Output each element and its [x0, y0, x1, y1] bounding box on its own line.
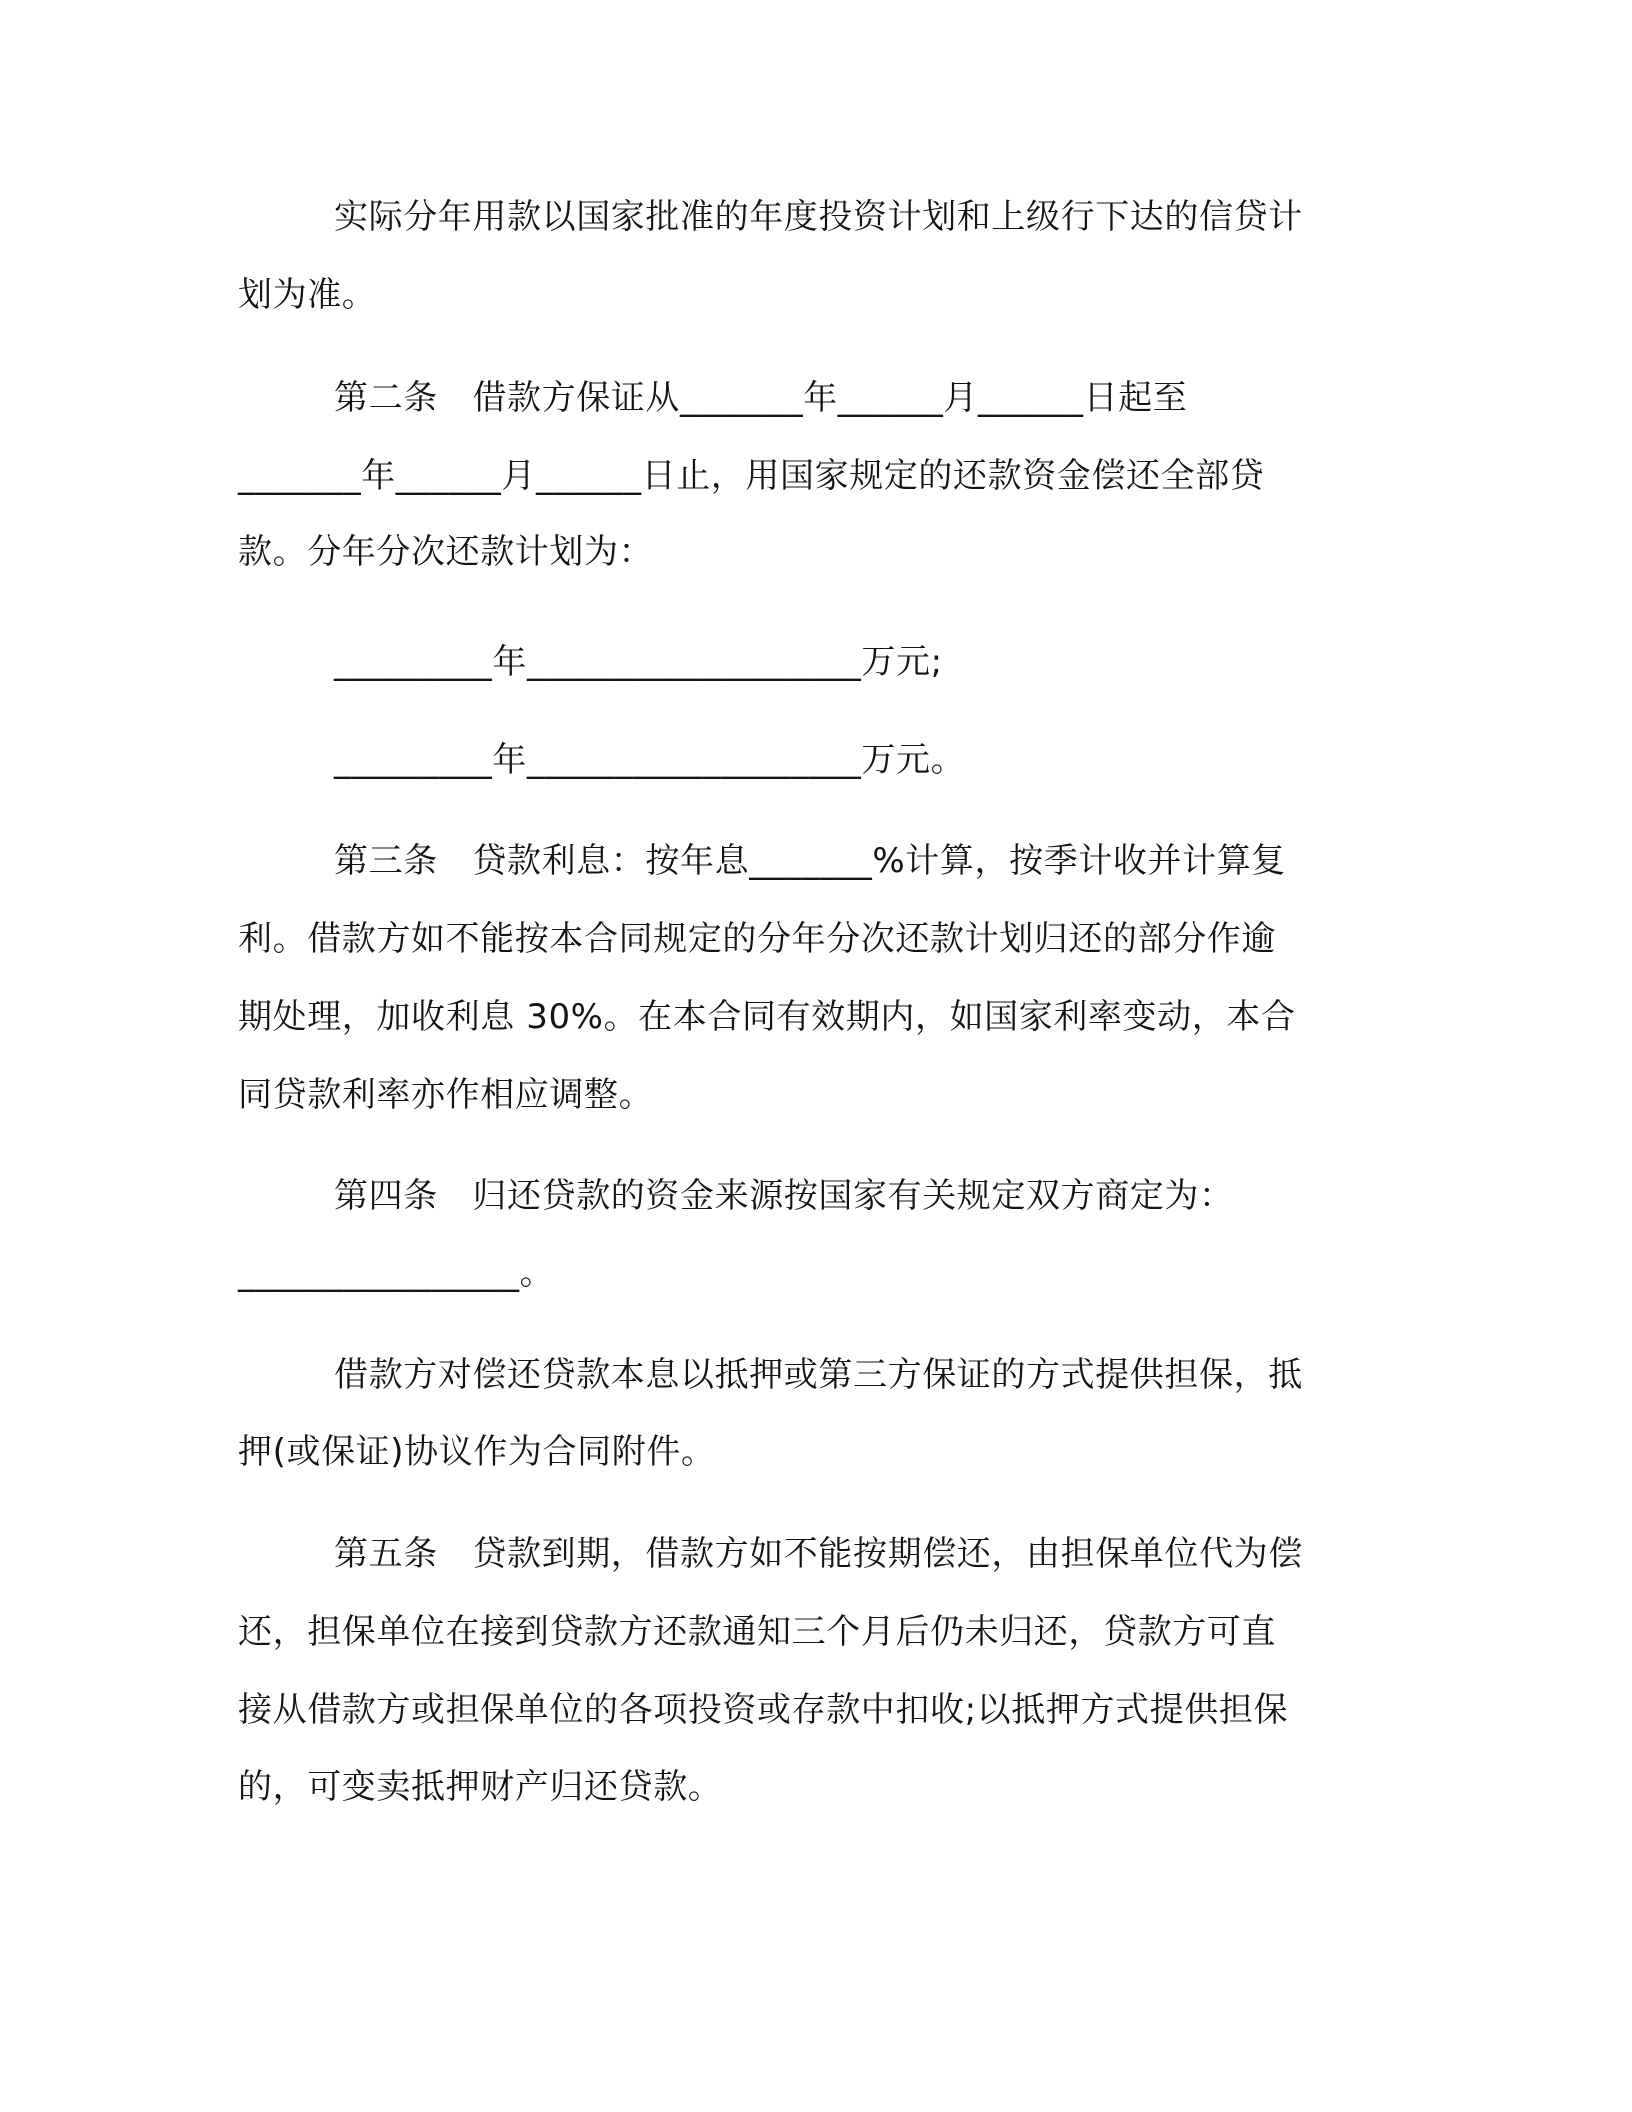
article-2-line: _______年______月______日止，用国家规定的还款资金偿还全部贷	[238, 456, 1265, 496]
article-4-line: 第四条 归还贷款的资金来源按国家有关规定双方商定为：	[334, 1176, 1234, 1216]
article-2-line: 款。分年分次还款计划为：	[238, 532, 654, 572]
article-3-line: 同贷款利率亦作相应调整。	[238, 1075, 654, 1115]
article-5-line: 接从借款方或担保单位的各项投资或存款中扣收;以抵押方式提供担保	[238, 1690, 1289, 1730]
paragraph-line: 实际分年用款以国家批准的年度投资计划和上级行下达的信贷计	[334, 197, 1303, 237]
article-5-line: 第五条 贷款到期，借款方如不能按期偿还，由担保单位代为偿	[334, 1534, 1303, 1574]
guarantee-line: 押(或保证)协议作为合同附件。	[238, 1432, 716, 1472]
guarantee-line: 借款方对偿还贷款本息以抵押或第三方保证的方式提供担保，抵	[334, 1355, 1303, 1395]
article-3-line: 利。借款方如不能按本合同规定的分年分次还款计划归还的部分作逾	[238, 919, 1276, 959]
article-5-line: 的，可变卖抵押财产归还贷款。	[238, 1767, 723, 1807]
article-2-line: 第二条 借款方保证从_______年______月______日起至	[334, 378, 1188, 418]
repayment-plan-line: _________年___________________万元。	[334, 740, 966, 780]
article-3-line: 第三条 贷款利息：按年息_______%计算，按季计收并计算复	[334, 841, 1286, 881]
article-3-line: 期处理，加收利息 30%。在本合同有效期内，如国家利率变动，本合	[238, 997, 1296, 1037]
paragraph-line: 划为准。	[238, 275, 377, 315]
repayment-plan-line: _________年___________________万元;	[334, 642, 943, 682]
article-4-line: ________________。	[238, 1253, 555, 1293]
article-5-line: 还，担保单位在接到贷款方还款通知三个月后仍未归还，贷款方可直	[238, 1612, 1276, 1652]
